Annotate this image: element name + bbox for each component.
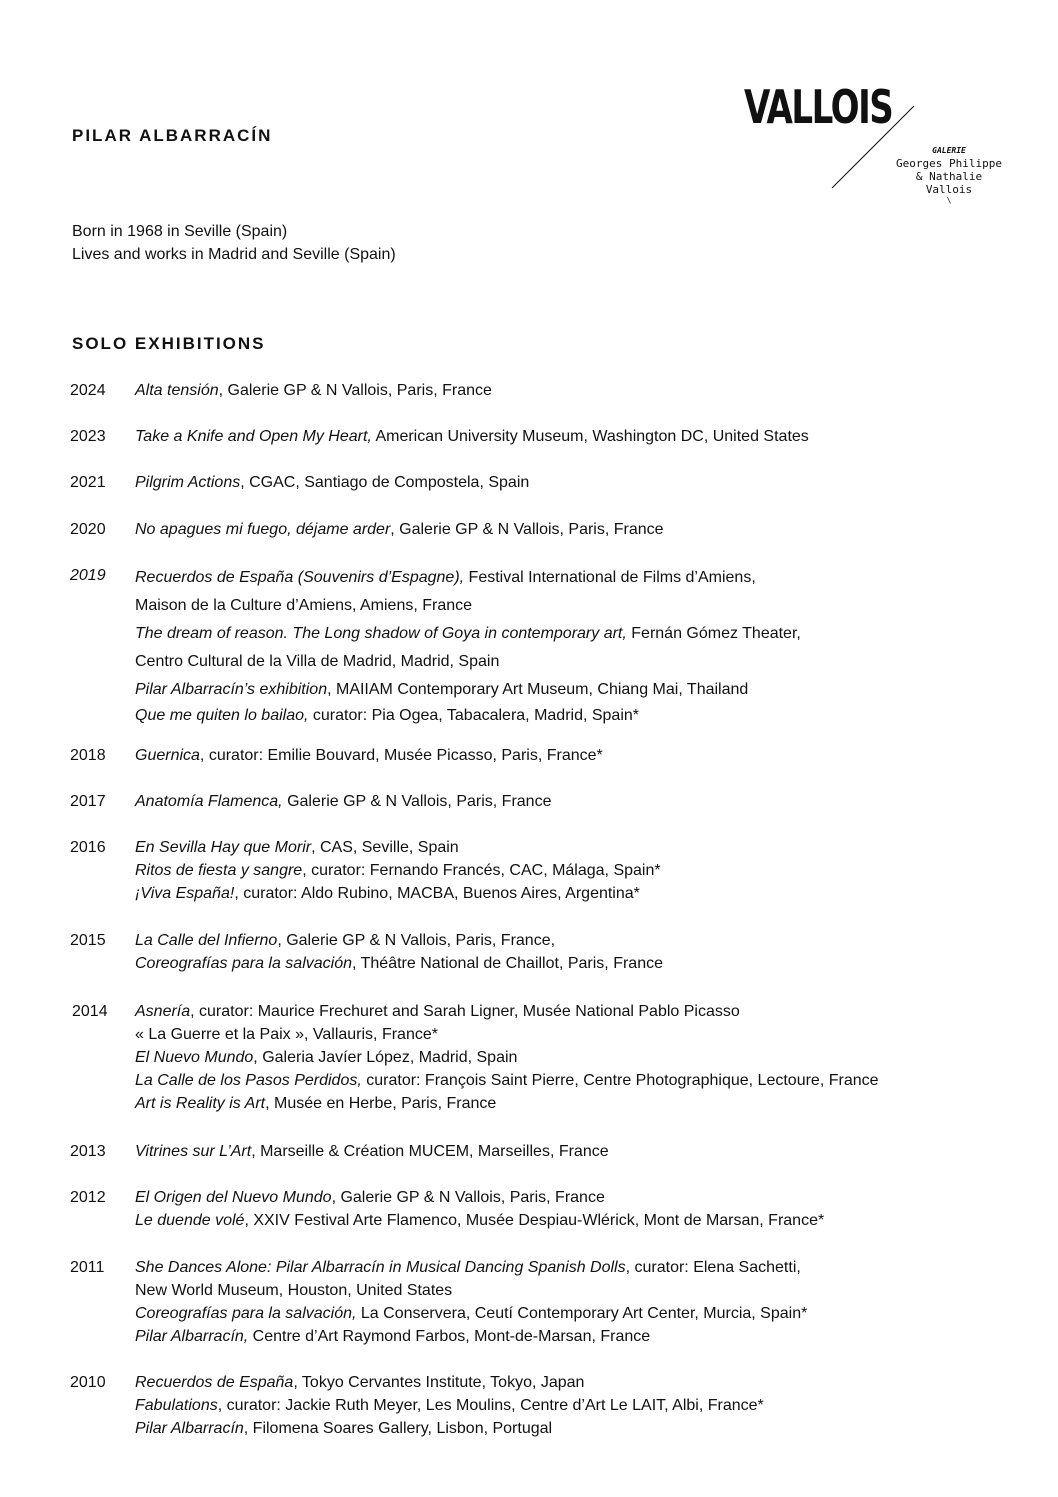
exhibition-title: Pilar Albarracín’s exhibition — [135, 681, 328, 698]
exhibition-details: , curator: Fernando Francés, CAC, Málaga, Spain* — [302, 862, 661, 879]
exhibition-line — [135, 1046, 1035, 1069]
exhibition-lines — [135, 379, 1035, 402]
exhibition-line — [135, 790, 1035, 813]
exhibition-title: No apagues mi fuego, déjame arder — [135, 521, 391, 538]
exhibition-line — [135, 1417, 1035, 1440]
exhibition-line — [135, 1325, 1035, 1348]
exhibition-details: , Théâtre National de Chaillot, Paris, France — [352, 955, 663, 972]
exhibition-line — [135, 952, 1035, 975]
exhibition-title: Pilar Albarracín, — [135, 1328, 249, 1345]
exhibition-title: Coreografías para la salvación — [135, 955, 353, 972]
exhibition-line — [135, 704, 1035, 727]
exhibition-year: 2012 — [70, 1189, 106, 1206]
exhibition-year: 2021 — [70, 474, 106, 491]
exhibition-title: El Nuevo Mundo — [135, 1049, 254, 1066]
exhibition-lines — [135, 1140, 1035, 1163]
exhibition-details: , Musée en Herbe, Paris, France — [265, 1095, 497, 1112]
gallery-logo — [744, 80, 1014, 219]
exhibition-lines — [135, 1186, 1035, 1232]
exhibition-title: Que me quiten lo bailao, — [135, 707, 309, 724]
exhibition-title: Guernica — [135, 747, 200, 764]
exhibition-line — [135, 929, 1035, 952]
exhibition-line — [135, 1092, 1035, 1115]
exhibition-line — [135, 1371, 1035, 1394]
exhibition-line — [135, 1256, 1035, 1279]
exhibition-title: The dream of reason. The Long shadow of Goya in contemporary art, — [135, 625, 627, 642]
exhibition-details: curator: Pia Ogea, Tabacalera, Madrid, Spain* — [308, 707, 640, 724]
exhibition-line — [135, 1140, 1035, 1163]
exhibition-line — [135, 1302, 1035, 1325]
exhibition-lines — [135, 518, 1035, 541]
exhibition-title: El Origen del Nuevo Mundo — [135, 1189, 332, 1206]
exhibition-title: En Sevilla Hay que Morir — [135, 839, 312, 856]
exhibition-line — [135, 836, 1035, 859]
exhibition-details: , Tokyo Cervantes Institute, Tokyo, Japan — [293, 1374, 585, 1391]
exhibition-year: 2020 — [70, 521, 106, 538]
exhibition-title: Fabulations — [135, 1397, 218, 1414]
exhibition-lines — [135, 564, 1035, 727]
exhibition-details: , XXIV Festival Arte Flamenco, Musée Despiau-Wlérick, Mont de Marsan, France* — [244, 1212, 825, 1229]
exhibition-line — [135, 882, 1035, 905]
exhibition-details: American University Museum, Washington DC, United States — [371, 428, 809, 445]
exhibition-title: Take a Knife and Open My Heart, — [135, 428, 372, 445]
exhibition-year: 2017 — [70, 793, 106, 810]
exhibition-details: , CGAC, Santiago de Compostela, Spain — [240, 474, 530, 491]
exhibition-details: , Galerie GP & N Vallois, Paris, France — [390, 521, 664, 538]
exhibition-details: Centre d’Art Raymond Farbos, Mont-de-Marsan, France — [248, 1328, 651, 1345]
exhibition-title: Coreografías para la salvación, — [135, 1305, 357, 1322]
logo-mark: \ — [946, 196, 952, 205]
exhibition-year: 2024 — [70, 382, 106, 399]
exhibition-details: , curator: Emilie Bouvard, Musée Picasso, Paris, France* — [199, 747, 603, 764]
exhibition-line — [135, 648, 1035, 676]
exhibition-title: She Dances Alone: Pilar Albarracín in Musical Dancing Spanish Dolls — [135, 1259, 626, 1276]
exhibition-details: La Conservera, Ceutí Contemporary Art Center, Murcia, Spain* — [356, 1305, 808, 1322]
logo-line-1: Georges Philippe — [896, 157, 1002, 170]
exhibition-lines — [135, 471, 1035, 494]
exhibition-line — [135, 744, 1035, 767]
bio — [72, 220, 396, 266]
exhibition-lines — [135, 790, 1035, 813]
exhibition-line — [135, 1023, 1035, 1046]
exhibition-year: 2019 — [70, 567, 106, 584]
exhibition-details: , curator: Aldo Rubino, MACBA, Buenos Aires, Argentina* — [234, 885, 640, 902]
exhibition-lines — [135, 1256, 1035, 1348]
exhibition-details: , curator: Elena Sachetti, — [625, 1259, 801, 1276]
exhibition-line — [135, 620, 1035, 648]
exhibition-lines — [135, 744, 1035, 767]
exhibition-details: , MAIIAM Contemporary Art Museum, Chiang Mai, Thailand — [327, 681, 749, 698]
exhibition-line — [135, 425, 1035, 448]
exhibition-title: Pilgrim Actions — [135, 474, 241, 491]
exhibition-line — [135, 379, 1035, 402]
exhibition-year: 2018 — [70, 747, 106, 764]
exhibition-title: La Calle del Infierno — [135, 932, 278, 949]
exhibition-year: 2023 — [70, 428, 106, 445]
exhibition-details: Festival International de Films d’Amiens, — [464, 569, 756, 586]
exhibition-title: Vitrines sur L’Art — [135, 1143, 252, 1160]
exhibition-line — [135, 471, 1035, 494]
section-title: SOLO EXHIBITIONS — [72, 334, 266, 353]
exhibition-line — [135, 1186, 1035, 1209]
exhibition-line — [135, 1394, 1035, 1417]
exhibition-lines — [135, 1000, 1035, 1115]
exhibition-details: , curator: Maurice Frechuret and Sarah Ligner, Musée National Pablo Picasso — [190, 1003, 740, 1020]
exhibition-year: 2014 — [72, 1003, 108, 1020]
exhibition-line — [135, 1279, 1035, 1302]
logo-line-2: & Nathalie — [915, 170, 983, 183]
exhibition-line — [135, 518, 1035, 541]
exhibition-details: , CAS, Seville, Spain — [311, 839, 459, 856]
logo-galerie-label: GALERIE — [932, 146, 966, 155]
exhibition-details: , Galeria Javíer López, Madrid, Spain — [253, 1049, 518, 1066]
exhibition-line — [135, 1069, 1035, 1092]
exhibition-details: Maison de la Culture d’Amiens, Amiens, France — [135, 597, 473, 614]
exhibition-details: Centro Cultural de la Villa de Madrid, Madrid, Spain — [135, 653, 500, 670]
exhibition-title: Anatomía Flamenca, — [135, 793, 283, 810]
exhibition-details: curator: François Saint Pierre, Centre Photographique, Lectoure, France — [361, 1072, 879, 1089]
exhibition-lines — [135, 836, 1035, 905]
exhibition-title: Art is Reality is Art — [135, 1095, 266, 1112]
exhibition-title: Recuerdos de España (Souvenirs d’Espagne), — [135, 569, 465, 586]
exhibition-title: Asnería — [135, 1003, 191, 1020]
exhibition-line — [135, 1209, 1035, 1232]
exhibition-line — [135, 1000, 1035, 1023]
exhibition-title: Pilar Albarracín — [135, 1420, 244, 1437]
exhibition-title: Alta tensión — [135, 382, 219, 399]
exhibition-title: ¡Viva España! — [135, 885, 235, 902]
exhibition-line — [135, 676, 1035, 704]
exhibition-title: Ritos de fiesta y sangre — [135, 862, 303, 879]
exhibition-details: « La Guerre et la Paix », Vallauris, France* — [135, 1026, 438, 1043]
logo-wordmark: VALLOIS — [744, 80, 893, 134]
logo-gallery-names — [884, 144, 1014, 206]
exhibition-details: , Galerie GP & N Vallois, Paris, France, — [277, 932, 556, 949]
exhibition-details: , curator: Jackie Ruth Meyer, Les Moulins, Centre d’Art Le LAIT, Albi, France* — [217, 1397, 764, 1414]
exhibition-year: 2011 — [70, 1259, 105, 1276]
exhibition-year: 2013 — [70, 1143, 106, 1160]
exhibition-lines — [135, 1371, 1035, 1440]
exhibition-year: 2015 — [70, 932, 106, 949]
exhibition-title: La Calle de los Pasos Perdidos, — [135, 1072, 362, 1089]
exhibition-lines — [135, 425, 1035, 448]
exhibition-line — [135, 564, 1035, 592]
exhibition-title: Recuerdos de España — [135, 1374, 294, 1391]
exhibition-year: 2016 — [70, 839, 106, 856]
exhibition-details: Galerie GP & N Vallois, Paris, France — [282, 793, 552, 810]
exhibition-details: , Filomena Soares Gallery, Lisbon, Portugal — [243, 1420, 553, 1437]
exhibition-lines — [135, 929, 1035, 975]
bio-lives: Lives and works in Madrid and Seville (Spain) — [72, 246, 396, 263]
artist-name: PILAR ALBARRACÍN — [72, 126, 273, 145]
exhibition-line — [135, 859, 1035, 882]
exhibition-details: Fernán Gómez Theater, — [626, 625, 801, 642]
logo-line-3: Vallois — [925, 183, 973, 196]
exhibition-title: Le duende volé — [135, 1212, 245, 1229]
exhibition-year: 2010 — [70, 1374, 106, 1391]
exhibition-line — [135, 592, 1035, 620]
exhibition-details: , Marseille & Création MUCEM, Marseilles, France — [251, 1143, 609, 1160]
exhibition-details: , Galerie GP & N Vallois, Paris, France — [331, 1189, 605, 1206]
bio-born: Born in 1968 in Seville (Spain) — [72, 223, 288, 240]
exhibition-details: New World Museum, Houston, United States — [135, 1282, 453, 1299]
exhibition-details: , Galerie GP & N Vallois, Paris, France — [218, 382, 492, 399]
